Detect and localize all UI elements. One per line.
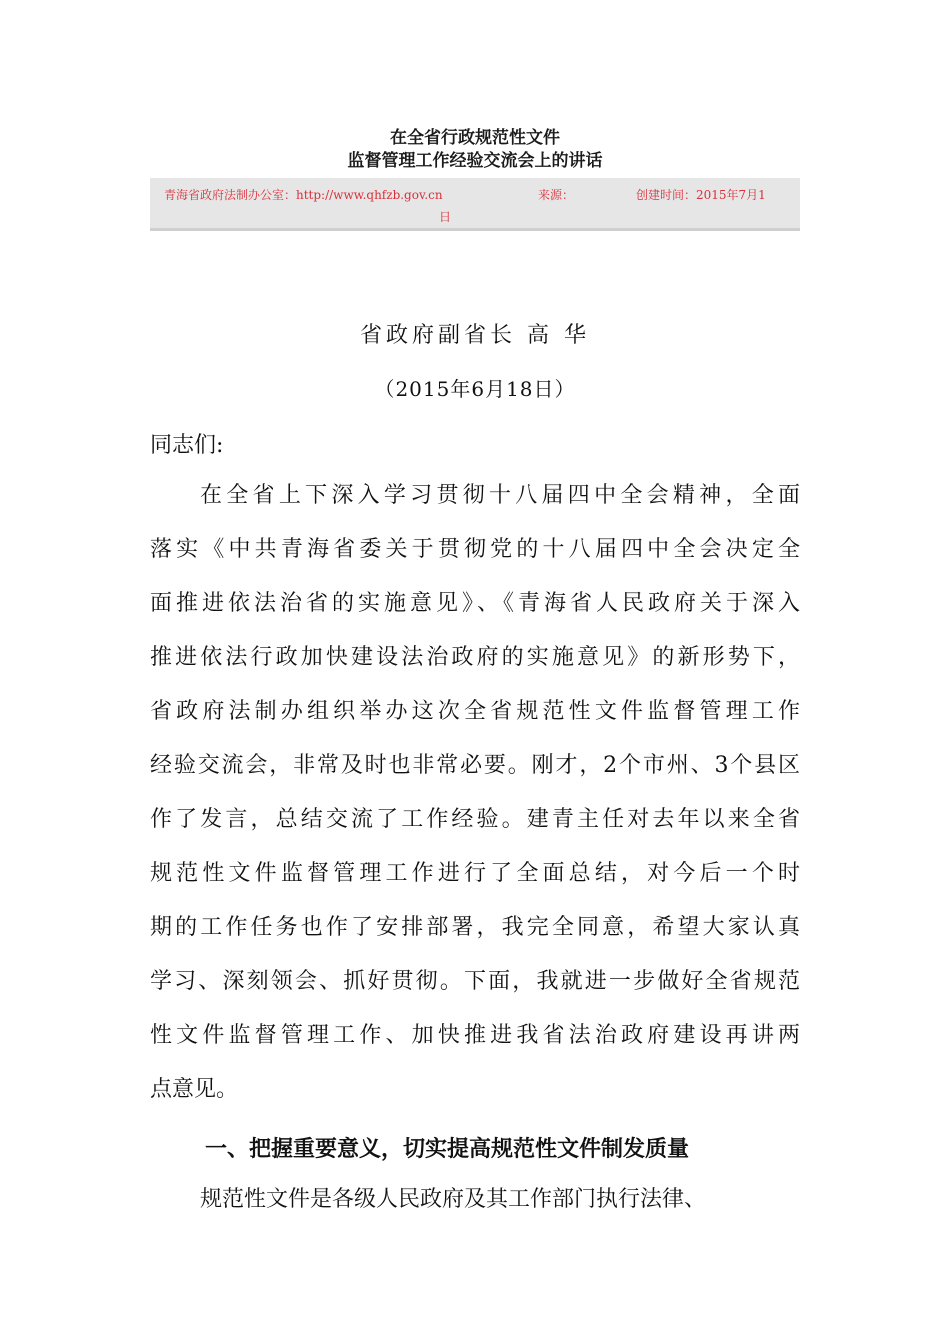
document-title-line-2: 监督管理工作经验交流会上的讲话 — [347, 151, 603, 171]
paragraph-line: 推进依法行政加快建设法治政府的实施意见》的新形势下， — [150, 645, 800, 670]
meta-office-website: 青海省政府法制办公室：http://www.qhfzb.gov.cn — [164, 188, 443, 202]
paragraph-line: 规范性文件监督管理工作进行了全面总结，对今后一个时 — [150, 861, 800, 886]
section-paragraph-line: 规范性文件是各级人民政府及其工作部门执行法律、 — [200, 1187, 707, 1212]
paragraph-line: 面推进依法治省的实施意见》、《青海省人民政府关于深入 — [150, 591, 800, 616]
paragraph-line: 期的工作任务也作了安排部署，我完全同意，希望大家认真 — [150, 915, 800, 940]
meta-created-date: 创建时间：2015年7月1 — [636, 188, 766, 202]
paragraph-line: 点意见。 — [150, 1077, 239, 1102]
paragraph-line: 作了发言，总结交流了工作经验。建青主任对去年以来全省 — [150, 807, 800, 832]
paragraph-line: 学习、深刻领会、抓好贯彻。下面，我就进一步做好全省规范 — [150, 969, 800, 994]
paragraph-line: 性文件监督管理工作、加快推进我省法治政府建设再讲两 — [150, 1023, 800, 1048]
meta-source: 来源： — [538, 188, 575, 202]
salutation: 同志们: — [150, 433, 224, 458]
paragraph-line: 落实《中共青海省委关于贯彻党的十八届四中全会决定全 — [150, 537, 800, 562]
paragraph-line: 经验交流会，非常及时也非常必要。刚才，2个市州、3个县区 — [150, 753, 800, 778]
speaker-name: 省政府副省长 高 华 — [360, 323, 590, 348]
section-heading: 一、把握重要意义，切实提高规范性文件制发质量 — [205, 1137, 690, 1162]
meta-created-date-continued: 日 — [439, 210, 452, 224]
speech-date: （2015年6月18日） — [374, 377, 576, 401]
article-meta-bar — [150, 178, 800, 231]
paragraph-line: 在全省上下深入学习贯彻十八届四中全会精神，全面 — [200, 483, 800, 508]
document-title-line-1: 在全省行政规范性文件 — [390, 128, 560, 148]
paragraph-line: 省政府法制办组织举办这次全省规范性文件监督管理工作 — [150, 699, 800, 724]
